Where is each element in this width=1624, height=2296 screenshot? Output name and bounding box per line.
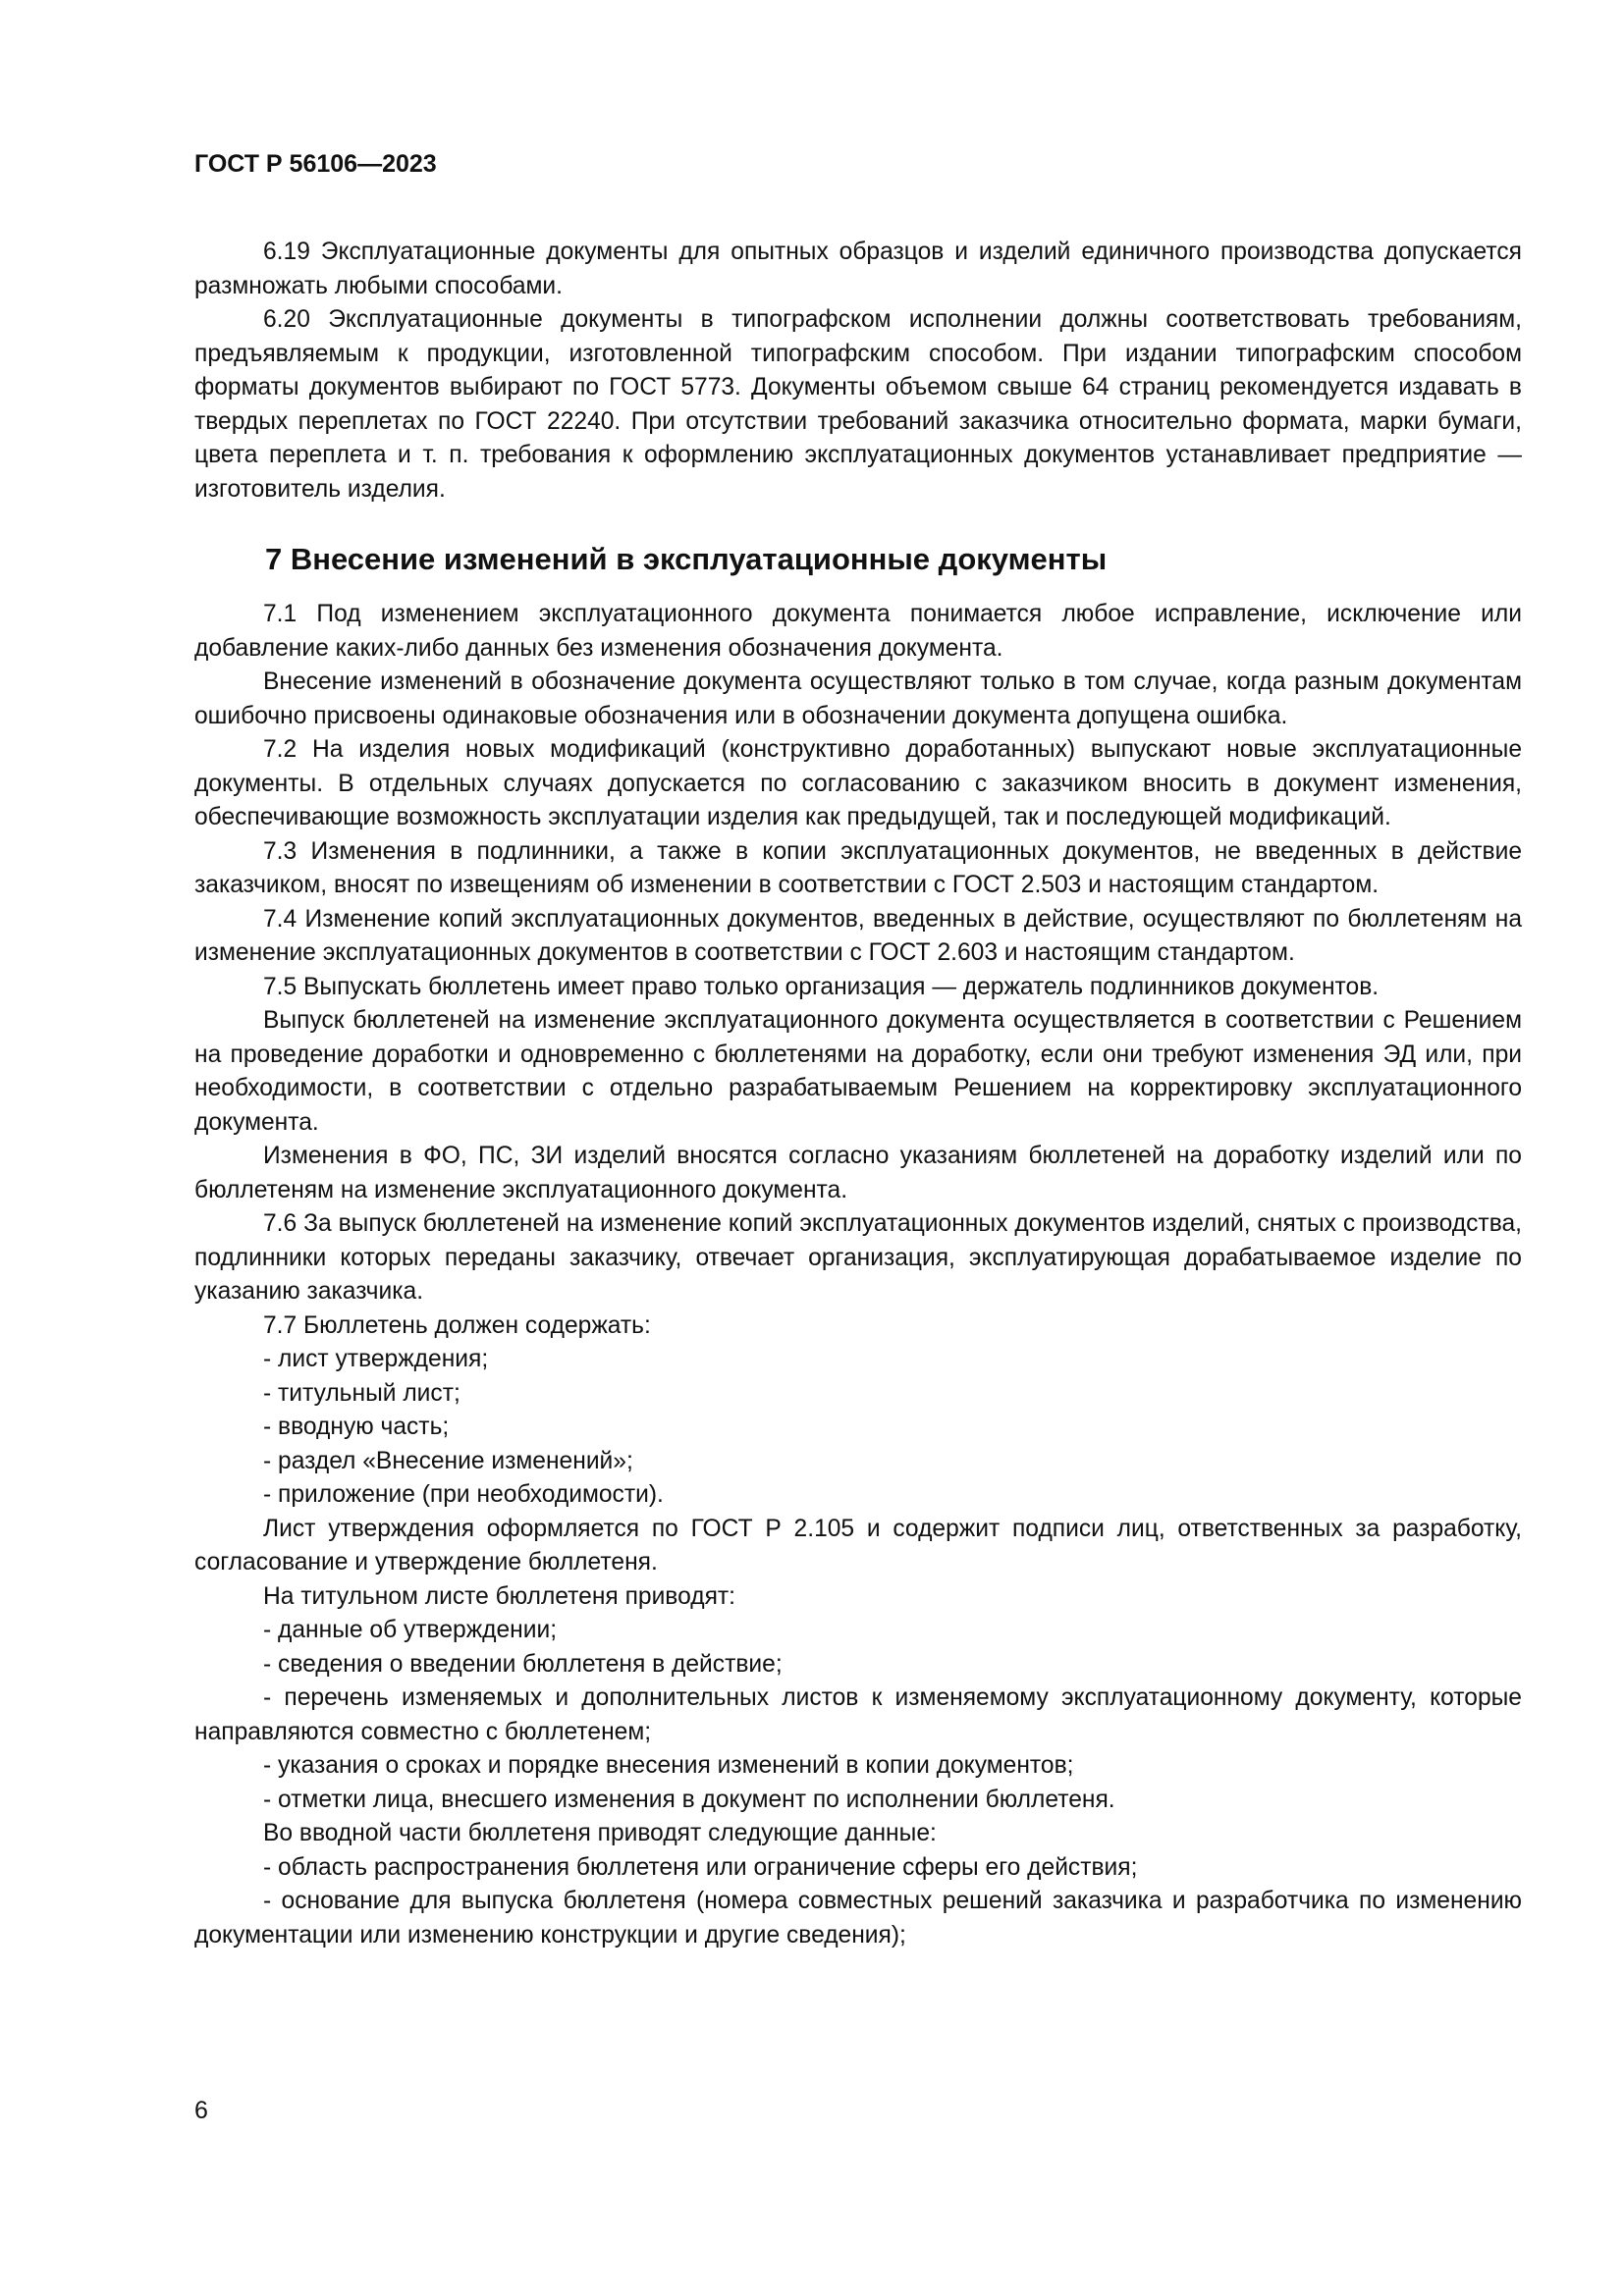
- title-page-intro: На титульном листе бюллетеня приводят:: [263, 1582, 735, 1610]
- section-7-heading: 7 Внесение изменений в эксплуатационные документы: [265, 542, 1108, 576]
- paragraph-7-1: 7.1 Под изменением эксплуатационного документа понимается любое исправление, исключение или добавление каких-либо данных без изменения обозначения документа.: [194, 601, 1522, 662]
- paragraph-7-2: 7.2 На изделия новых модификаций (конструктивно доработанных) выпускают новые эксплуатационные документы. В отдельных случаях допускается по согласованию с заказчиком вносить в документ изменения, обеспечивающие возможность эксплуатации изделия как предыдущей, так и последующей модификаций.: [194, 736, 1522, 830]
- list-item: - титульный лист;: [263, 1379, 460, 1407]
- list-item: - приложение (при необходимости).: [263, 1481, 664, 1508]
- list-item: - сведения о введении бюллетеня в действие;: [263, 1650, 783, 1678]
- paragraph-7-5-changes: Изменения в ФО, ПС, ЗИ изделий вносятся согласно указаниям бюллетеней на доработку изделий или по бюллетеням на изменение эксплуатационного документа.: [194, 1143, 1522, 1203]
- document-code: ГОСТ Р 56106—2023: [194, 150, 437, 178]
- paragraph-7-6: 7.6 За выпуск бюллетеней на изменение копий эксплуатационных документов изделий, снятых с производства, подлинники которых переданы заказчику, отвечает организация, эксплуатирующая дорабатываемое изделие по указанию заказчика.: [194, 1210, 1522, 1305]
- list-item: - указания о сроках и порядке внесения изменений в копии документов;: [263, 1752, 1074, 1779]
- paragraph-7-3: 7.3 Изменения в подлинники, а также в копии эксплуатационных документов, не введенных в действие заказчиком, вносят по извещениям об изменении в соответствии с ГОСТ 2.503 и настоящим стандартом.: [194, 837, 1522, 898]
- list-item: - основание для выпуска бюллетеня (номера совместных решений заказчика и разработчика по изменению документации или изменению конструкции и другие сведения);: [194, 1888, 1522, 1949]
- paragraph-6-19: 6.19 Эксплуатационные документы для опытных образцов и изделий единичного производства допускается размножать любыми способами.: [194, 239, 1522, 299]
- list-item: - данные об утверждении;: [263, 1617, 558, 1643]
- paragraph-7-4: 7.4 Изменение копий эксплуатационных документов, введенных в действие, осуществляют по бюллетеням на изменение эксплуатационных документов в соответствии с ГОСТ 2.603 и настоящим стандартом.: [194, 905, 1522, 966]
- list-item: - отметки лица, внесшего изменения в документ по исполнении бюллетеня.: [263, 1786, 1115, 1813]
- page-number: 6: [194, 2097, 208, 2124]
- approval-sheet-paragraph: Лист утверждения оформляется по ГОСТ Р 2.105 и содержит подписи лиц, ответственных за разработку, согласование и утверждение бюллетеня.: [194, 1515, 1522, 1575]
- page-content: [194, 147, 1522, 1952]
- list-item: - вводную часть;: [263, 1414, 450, 1440]
- paragraph-7-5: 7.5 Выпускать бюллетень имеет право только организация — держатель подлинников документов.: [263, 973, 1380, 1000]
- list-item: - раздел «Внесение изменений»;: [263, 1447, 633, 1474]
- paragraph-7-1-designation: Внесение изменений в обозначение документа осуществляют только в том случае, когда разным документам ошибочно присвоены одинаковые обозначения или в обозначении документа допущена ошибка.: [194, 668, 1522, 729]
- paragraph-7-5-issue: Выпуск бюллетеней на изменение эксплуатационного документа осуществляется в соответствии с Решением на проведение доработки и одновременно с бюллетенями на доработку, если они требуют изменения ЭД или, при необходимости, в соответствии с отдельно разрабатываемым Решением на корректировку эксплуатационного документа.: [194, 1007, 1522, 1136]
- paragraph-7-7: 7.7 Бюллетень должен содержать:: [263, 1311, 651, 1339]
- list-item: - область распространения бюллетеня или ограничение сферы его действия;: [263, 1853, 1138, 1881]
- list-item: - перечень изменяемых и дополнительных листов к изменяемому эксплуатационному документу, которые направляются совместно с бюллетенем;: [194, 1684, 1522, 1745]
- paragraph-6-20: 6.20 Эксплуатационные документы в типографском исполнении должны соответствовать требованиям, предъявляемым к продукции, изготовленной типографским способом. При издании типографским способом форматы документов выбирают по ГОСТ 5773. Документы объемом свыше 64 страниц рекомендуется издавать в твердых переплетах по ГОСТ 22240. При отсутствии требований заказчика относительно формата, марки бумаги, цвета переплета и т. п. требования к оформлению эксплуатационных документов устанавливает предприятие — изготовитель изделия.: [194, 306, 1522, 503]
- list-item: - лист утверждения;: [263, 1346, 489, 1372]
- intro-part-intro: Во вводной части бюллетеня приводят следующие данные:: [263, 1820, 937, 1846]
